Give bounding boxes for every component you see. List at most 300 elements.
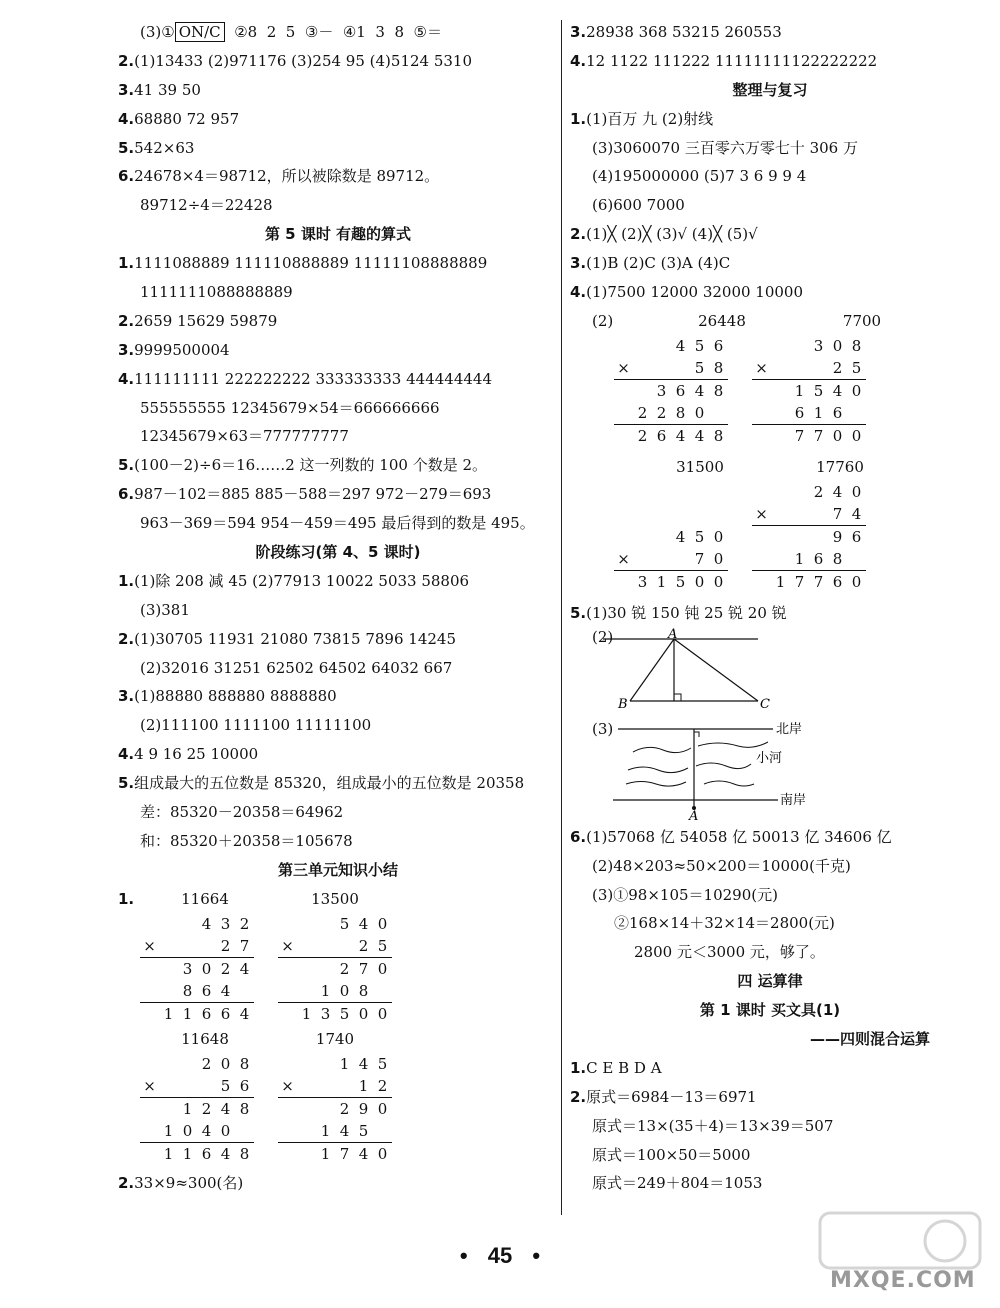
mul-row — [614, 570, 728, 593]
answer-text: (1)57068 亿 54058 亿 50013 亿 34606 亿 — [586, 827, 892, 846]
answer-line — [570, 599, 970, 628]
digit-cell — [316, 1097, 335, 1120]
digit-cell: 2 — [220, 936, 231, 955]
answer-text: 2659 15629 59879 — [134, 311, 278, 330]
digit-cell: 3 — [633, 570, 652, 593]
digit-cell: 1 — [790, 379, 809, 402]
mul-row — [614, 379, 728, 402]
digit-cell: × — [617, 549, 630, 568]
digit-cell — [140, 1142, 159, 1165]
digit-cell: 1 — [813, 403, 824, 422]
question-number: 2. — [118, 311, 135, 330]
digit-cell — [752, 548, 771, 571]
digit-cell: 2 — [656, 403, 667, 422]
digit-cell: 0 — [373, 957, 392, 980]
question-number: 2. — [570, 1087, 587, 1106]
digit-cell — [771, 481, 790, 503]
digit-cell: 7 — [239, 936, 250, 955]
digit-cell — [671, 548, 690, 571]
mul-row — [140, 1075, 254, 1098]
answer-text: (1)7500 12000 32000 10000 — [586, 283, 804, 302]
answer-line — [118, 307, 558, 336]
digit-cell: 1 — [794, 549, 805, 568]
answer-text: (4)195000000 (5)7 3 6 9 9 4 — [592, 167, 807, 186]
mul-problems — [118, 1053, 558, 1165]
digit-cell — [752, 379, 771, 402]
mul-problems — [570, 481, 970, 593]
digit-cell: 8 — [235, 1142, 254, 1165]
wave-line — [626, 781, 686, 786]
digit-cell — [316, 1053, 335, 1075]
digit-cell: 6 — [197, 1142, 216, 1165]
digit-cell — [297, 1075, 316, 1098]
right-angle-mark — [674, 694, 681, 701]
question-number: 6. — [118, 485, 135, 504]
answer-text: C E B D A — [586, 1058, 662, 1077]
digit-cell: 1 — [163, 1121, 174, 1140]
answer-line — [118, 769, 558, 798]
digit-cell: 6 — [652, 424, 671, 447]
digit-cell: 4 — [828, 379, 847, 402]
question-number: 3. — [570, 254, 587, 273]
digit-cell: 6 — [832, 403, 843, 422]
section-title: 阶段练习(第 4、5 课时) — [255, 543, 421, 562]
digit-cell — [159, 935, 178, 958]
digit-cell: × — [281, 936, 294, 955]
mul-row — [140, 1120, 254, 1143]
result-value: 7700 — [842, 311, 882, 330]
result-labels — [118, 885, 558, 913]
digit-cell: 4 — [220, 981, 231, 1000]
answer-line — [118, 105, 558, 134]
mul-row — [614, 548, 728, 571]
digit-cell: 5 — [335, 1002, 354, 1025]
digit-cell — [790, 525, 809, 548]
answer-text: (2)32016 31251 62502 64502 64032 667 — [140, 658, 453, 677]
digit-cell: 7 — [335, 1142, 354, 1165]
digit-cell: 1 — [297, 1002, 316, 1025]
digit-cell: 4 — [235, 957, 254, 980]
north-bank-label: 北岸 — [776, 721, 803, 737]
answer-text: (1)30 锐 150 钝 25 锐 20 锐 — [586, 603, 787, 622]
mul-row — [278, 913, 392, 935]
digit-cell: 0 — [182, 1121, 193, 1140]
digit-cell — [140, 1053, 159, 1075]
digit-cell: 0 — [713, 527, 724, 546]
digit-cell: × — [617, 358, 630, 377]
digit-cell — [614, 526, 633, 548]
result-value: 1740 — [315, 1029, 355, 1048]
digit-cell: 2 — [201, 1054, 212, 1073]
digit-cell — [316, 935, 335, 958]
question-number: 4. — [570, 283, 587, 302]
answer-text: 542×63 — [134, 138, 195, 157]
digit-cell: 0 — [713, 549, 724, 568]
multiplication-block — [118, 885, 558, 1165]
vertical-multiplication — [140, 1053, 254, 1165]
wave-line — [704, 781, 754, 786]
answer-text: 68880 72 957 — [134, 109, 240, 128]
digit-cell — [140, 1120, 159, 1143]
digit-cell: 1 — [339, 1054, 350, 1073]
digit-cell: 0 — [832, 336, 843, 355]
digit-cell — [752, 525, 771, 548]
digit-cell: 2 — [358, 936, 369, 955]
digit-cell: 7 — [694, 549, 705, 568]
question-number: 1. — [570, 1058, 587, 1077]
item-label: (2) — [592, 311, 614, 330]
digit-cell — [771, 357, 790, 380]
digit-cell — [373, 980, 392, 1003]
digit-cell: 4 — [690, 424, 709, 447]
mul-row — [278, 1142, 392, 1165]
answer-text: (1)88880 888880 8888880 — [134, 687, 337, 706]
question-number: 2. — [570, 225, 587, 244]
digit-cell: 0 — [709, 570, 728, 593]
digit-cell: 1 — [178, 1097, 197, 1120]
digit-cell — [771, 379, 790, 402]
digit-cell: 8 — [832, 549, 843, 568]
vertical-multiplication — [140, 913, 254, 1025]
digit-cell: 4 — [832, 482, 843, 501]
digit-cell: 0 — [373, 1097, 392, 1120]
digit-cell — [178, 1075, 197, 1098]
page-dot: • — [532, 1243, 541, 1268]
digit-cell — [335, 935, 354, 958]
answer-text: (1)B (2)C (3)A (4)C — [586, 254, 731, 273]
digit-cell — [614, 424, 633, 447]
mul-row — [278, 980, 392, 1003]
answer-text: 1111111088888889 — [140, 283, 293, 302]
south-bank-label: 南岸 — [780, 792, 807, 808]
digit-cell: 0 — [847, 424, 866, 447]
digit-cell — [159, 957, 178, 980]
digit-cell: 7 — [790, 570, 809, 593]
digit-cell: 0 — [373, 1002, 392, 1025]
side-ac — [674, 639, 758, 701]
digit-cell: 5 — [377, 936, 388, 955]
digit-cell — [809, 525, 828, 548]
mul-row — [752, 481, 866, 503]
answer-line — [118, 798, 558, 827]
result-value: 13500 — [311, 889, 359, 908]
mul-row — [752, 548, 866, 571]
digit-cell: 2 — [335, 1097, 354, 1120]
question-number: 4. — [118, 109, 135, 128]
river-diagram — [598, 718, 828, 822]
item-label: (3) — [592, 719, 614, 738]
digit-cell — [752, 402, 771, 425]
answer-text: 差：85320－20358＝64962 — [140, 803, 344, 822]
answer-line — [570, 852, 970, 881]
digit-cell — [159, 1097, 178, 1120]
answer-text: 和：85320＋20358＝105678 — [140, 831, 353, 850]
digit-cell: 2 — [197, 1097, 216, 1120]
question-number: 1. — [118, 571, 135, 590]
digit-cell — [652, 335, 671, 357]
mul-row — [752, 525, 866, 548]
wave-line — [633, 747, 691, 752]
digit-cell: 4 — [358, 914, 369, 933]
digit-cell — [633, 548, 652, 571]
right-angle-mark — [694, 732, 699, 737]
digit-cell: 6 — [847, 525, 866, 548]
digit-cell — [752, 570, 771, 593]
mul-row — [278, 1075, 392, 1098]
digit-cell — [140, 957, 159, 980]
multiplication-block — [570, 307, 970, 593]
result-value: 26448 — [698, 311, 746, 330]
question-number: 5. — [118, 456, 135, 475]
mul-problems — [570, 335, 970, 447]
digit-cell: 0 — [690, 570, 709, 593]
digit-cell — [771, 335, 790, 357]
digit-cell — [297, 980, 316, 1003]
mul-row — [614, 402, 728, 425]
answer-line — [570, 134, 970, 163]
mul-row — [140, 1097, 254, 1120]
answer-line — [118, 76, 558, 105]
digit-cell — [752, 335, 771, 357]
mul-row — [752, 357, 866, 380]
key-box: ON/C — [175, 22, 225, 42]
digit-cell — [297, 1097, 316, 1120]
answer-line — [118, 451, 558, 480]
digit-cell — [278, 913, 297, 935]
unit-title: 四 运算律 — [737, 972, 803, 991]
section-title: 第三单元知识小结 — [277, 860, 398, 879]
digit-cell: 5 — [694, 527, 705, 546]
vertical-multiplication — [278, 913, 392, 1025]
mul-row — [140, 1142, 254, 1165]
digit-cell: 4 — [358, 1054, 369, 1073]
answer-line — [118, 162, 558, 191]
page-dot: • — [459, 1243, 468, 1268]
digit-cell: 0 — [373, 1142, 392, 1165]
digit-cell — [278, 957, 297, 980]
triangle-diagram — [598, 628, 798, 716]
digit-cell — [847, 402, 866, 425]
digit-cell — [809, 357, 828, 380]
answer-line — [118, 596, 558, 625]
digit-cell: 8 — [713, 358, 724, 377]
answer-line — [570, 105, 970, 134]
digit-cell: 0 — [847, 570, 866, 593]
triangle-figure — [570, 628, 970, 718]
answer-text: (1)30705 11931 21080 73815 7896 14245 — [134, 629, 456, 648]
digit-cell: × — [143, 1076, 156, 1095]
digit-cell — [316, 1075, 335, 1098]
mul-row — [752, 402, 866, 425]
digit-cell: 7 — [354, 957, 373, 980]
digit-cell: 5 — [339, 914, 350, 933]
digit-cell: 5 — [809, 379, 828, 402]
digit-cell: 7 — [809, 570, 828, 593]
question-number: 1. — [570, 109, 587, 128]
answer-line — [118, 278, 558, 307]
mul-row — [278, 1002, 392, 1025]
answer-line — [570, 823, 970, 852]
digit-cell: 5 — [671, 570, 690, 593]
answer-line — [118, 191, 558, 220]
mul-row — [278, 957, 392, 980]
digit-cell — [316, 913, 335, 935]
digit-cell — [159, 980, 178, 1003]
digit-cell: 4 — [339, 1121, 350, 1140]
answer-text: 987－102＝885 885－588＝297 972－279＝693 — [134, 485, 492, 504]
mul-row — [278, 935, 392, 958]
digit-cell: 0 — [828, 424, 847, 447]
digit-cell — [297, 1142, 316, 1165]
answer-text: 原式＝6984－13＝6971 — [586, 1087, 757, 1106]
digit-cell: 8 — [239, 1054, 250, 1073]
section-title: 第 5 课时 有趣的算式 — [264, 225, 412, 244]
side-ab — [630, 639, 674, 701]
answer-line — [118, 365, 558, 394]
digit-cell: 2 — [335, 957, 354, 980]
digit-cell — [373, 1120, 392, 1143]
mul-row — [140, 1053, 254, 1075]
digit-cell: 2 — [216, 957, 235, 980]
item-label: (2) — [592, 627, 614, 646]
digit-cell: 5 — [851, 358, 862, 377]
answer-line — [570, 18, 970, 47]
answer-text: 33×9≈300(名) — [134, 1173, 244, 1192]
mul-row — [752, 424, 866, 447]
answer-text: 24678×4＝98712，所以被除数是 89712。 — [134, 167, 440, 186]
question-number: 2. — [118, 51, 135, 70]
mul-row — [752, 503, 866, 526]
digit-cell — [278, 1142, 297, 1165]
digit-cell — [790, 481, 809, 503]
digit-cell — [178, 1053, 197, 1075]
digit-cell — [140, 1002, 159, 1025]
answer-text: 12345679×63＝777777777 — [140, 427, 349, 446]
digit-cell: 1 — [178, 1142, 197, 1165]
digit-cell: 0 — [220, 1054, 231, 1073]
question-number: 3. — [118, 340, 135, 359]
digit-cell: 3 — [652, 379, 671, 402]
answer-text: (1)百万 九 (2)射线 — [586, 109, 714, 128]
mul-row — [140, 957, 254, 980]
digit-cell: 8 — [235, 1097, 254, 1120]
digit-cell: 5 — [694, 358, 705, 377]
answer-text: 组成最大的五位数是 85320，组成最小的五位数是 20358 — [134, 774, 525, 793]
answer-text: 28938 368 53215 260553 — [586, 23, 782, 41]
question-number: 2. — [118, 629, 135, 648]
answer-text: (100－2)÷6＝16……2 这一列数的 100 个数是 2。 — [134, 456, 488, 475]
digit-cell — [140, 913, 159, 935]
digit-cell — [614, 335, 633, 357]
digit-cell: 4 — [851, 504, 862, 523]
digit-cell: 5 — [377, 1054, 388, 1073]
digit-cell — [140, 1097, 159, 1120]
digit-cell: 0 — [220, 1121, 231, 1140]
digit-cell: × — [281, 1076, 294, 1095]
wave-line — [698, 742, 768, 747]
digit-cell — [278, 1053, 297, 1075]
answer-text: 89712÷4＝22428 — [140, 196, 273, 215]
left-column — [118, 18, 558, 1198]
digit-cell — [771, 402, 790, 425]
question-number: 3. — [118, 80, 135, 99]
digit-cell — [614, 402, 633, 425]
digit-cell — [790, 357, 809, 380]
digit-cell: 6 — [671, 379, 690, 402]
digit-cell — [633, 526, 652, 548]
answer-text: ②8 2 5 ③－ ④1 3 8 ⑤＝ — [224, 23, 442, 41]
answer-line — [570, 162, 970, 191]
digit-cell: 1 — [358, 1076, 369, 1095]
digit-cell: × — [755, 504, 768, 523]
question-number: 4. — [118, 745, 135, 764]
mul-row — [752, 379, 866, 402]
mul-row — [140, 935, 254, 958]
digit-cell — [790, 503, 809, 526]
digit-cell: 4 — [216, 1097, 235, 1120]
answer-text: (3)381 — [140, 600, 190, 619]
digit-cell — [633, 379, 652, 402]
digit-cell — [278, 1097, 297, 1120]
result-labels — [570, 307, 970, 335]
digit-cell: 4 — [201, 1121, 212, 1140]
digit-cell — [297, 957, 316, 980]
answer-line — [118, 711, 558, 740]
answer-line — [118, 625, 558, 654]
answer-line — [118, 18, 558, 47]
question-number: 4. — [118, 369, 135, 388]
answer-line — [570, 1083, 970, 1112]
lesson-title: 第 1 课时 买文具(1) — [699, 1001, 841, 1020]
digit-cell — [809, 503, 828, 526]
answer-line — [118, 740, 558, 769]
digit-cell: 1 — [159, 1002, 178, 1025]
digit-cell — [790, 335, 809, 357]
answer-text: 原式＝100×50＝5000 — [592, 1145, 751, 1164]
digit-cell — [771, 525, 790, 548]
question-number: 1. — [118, 889, 135, 908]
answer-line — [570, 47, 970, 76]
digit-cell: 3 — [813, 336, 824, 355]
digit-cell — [297, 913, 316, 935]
digit-cell — [847, 548, 866, 571]
digit-cell: 8 — [182, 981, 193, 1000]
digit-cell: 1 — [320, 1121, 331, 1140]
right-column — [570, 18, 970, 1198]
result-value: 31500 — [676, 457, 724, 476]
point-a-label: A — [689, 808, 699, 822]
digit-cell: 4 — [201, 914, 212, 933]
page-number-text: 45 — [487, 1243, 513, 1268]
wave-line — [696, 763, 751, 769]
digit-cell: 3 — [316, 1002, 335, 1025]
answer-text: (2)111100 1111100 11111100 — [140, 716, 372, 735]
digit-cell: 4 — [675, 336, 686, 355]
question-number: 1. — [118, 254, 135, 273]
digit-cell: 6 — [216, 1002, 235, 1025]
mul-row — [614, 424, 728, 447]
section-title: 整理与复习 — [732, 80, 808, 99]
answer-line — [118, 394, 558, 423]
result-value: 17760 — [816, 457, 864, 476]
lesson-subtitle: ——四则混合运算 — [809, 1030, 930, 1049]
answer-text: 41 39 50 — [134, 80, 201, 99]
digit-cell: 7 — [809, 424, 828, 447]
digit-cell: 8 — [675, 403, 686, 422]
digit-cell: 5 — [694, 336, 705, 355]
digit-cell — [771, 503, 790, 526]
vertical-multiplication — [278, 1053, 392, 1165]
